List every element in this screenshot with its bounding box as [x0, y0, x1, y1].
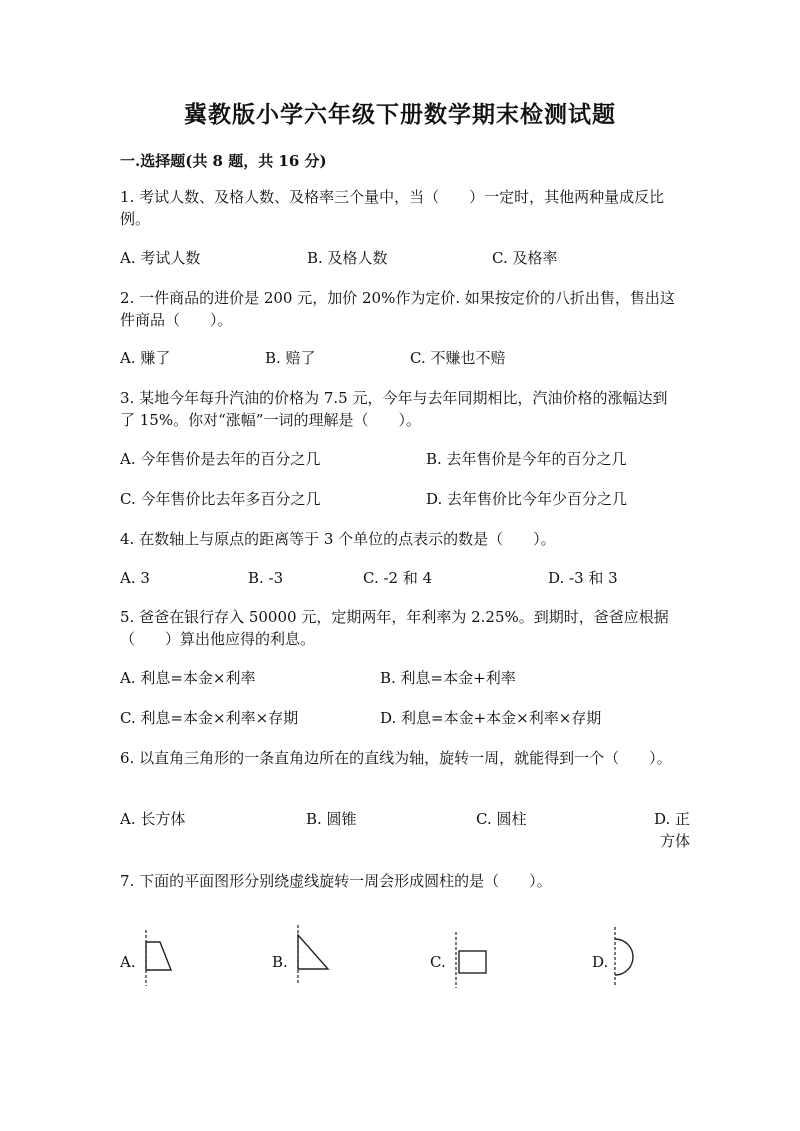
- question-4-stem: 4. 在数轴上与原点的距离等于 3 个单位的点表示的数是（ ）。: [120, 530, 556, 548]
- question-2-stem: 2. 一件商品的进价是 200 元，加价 20%作为定价. 如果按定价的八折出售，售出这件商品（ ）。: [120, 289, 675, 329]
- q1-option-a: A. 考试人数: [120, 249, 201, 267]
- q3-option-c: C. 今年售价比去年多百分之几: [120, 490, 321, 508]
- q4-option-a: A. 3: [120, 569, 150, 587]
- figure-b-triangle: [290, 923, 336, 987]
- question-6-stem: 6. 以直角三角形的一条直角边所在的直线为轴，旋转一周，就能得到一个（ ）。: [120, 749, 672, 767]
- question-5-stem: 5. 爸爸在银行存入 50000 元，定期两年，年利率为 2.25%。到期时，爸爸应根据（ ）算出他应得的利息。: [120, 608, 669, 648]
- q4-option-b: B. -3: [248, 569, 284, 587]
- q5-option-a: A. 利息=本金×利率: [120, 669, 256, 687]
- q3-option-a: A. 今年售价是去年的百分之几: [120, 450, 321, 468]
- q2-option-b: B. 赔了: [265, 349, 316, 367]
- question-3-stem: 3. 某地今年每升汽油的价格为 7.5 元，今年与去年同期相比，汽油价格的涨幅达到了 15%。你对“涨幅”一词的理解是（ ）。: [120, 389, 668, 429]
- q3-option-b: B. 去年售价是今年的百分之几: [426, 450, 627, 468]
- q4-option-c: C. -2 和 4: [363, 569, 433, 587]
- q6-option-a: A. 长方体: [120, 810, 186, 828]
- q6-option-d: [120, 808, 690, 852]
- q5-option-b: B. 利息=本金+利率: [380, 669, 516, 687]
- figure-a-trapezoid: [138, 928, 182, 988]
- q6-option-b: B. 圆锥: [306, 810, 357, 828]
- q1-option-c: C. 及格率: [492, 249, 558, 267]
- figure-d-label: D.: [592, 953, 609, 971]
- q6-option-d-text: D. 正方体: [653, 810, 690, 850]
- q2-option-a: A. 赚了: [120, 349, 171, 367]
- q5-option-d: D. 利息=本金+本金×利率×存期: [380, 709, 602, 727]
- q3-option-d: D. 去年售价比今年少百分之几: [426, 490, 628, 508]
- figure-a-label: A.: [120, 953, 136, 971]
- question-7-stem: 7. 下面的平面图形分别绕虚线旋转一周会形成圆柱的是（ ）。: [120, 872, 552, 890]
- q6-option-c: C. 圆柱: [476, 810, 527, 828]
- figure-c-rectangle: [448, 930, 492, 990]
- q4-option-d: D. -3 和 3: [548, 569, 618, 587]
- section-heading: 一.选择题(共 8 题，共 16 分): [120, 152, 327, 170]
- q2-option-c: C. 不赚也不赔: [410, 349, 506, 367]
- question-1-stem: 1. 考试人数、及格人数、及格率三个量中，当（ ）一定时，其他两种量成反比例。: [120, 188, 665, 228]
- figure-d-semicircle: [607, 925, 643, 989]
- figure-c-label: C.: [430, 953, 446, 971]
- q1-option-b: B. 及格人数: [307, 249, 388, 267]
- figure-b-label: B.: [272, 953, 288, 971]
- page-title: 冀教版小学六年级下册数学期末检测试题: [184, 101, 616, 128]
- q5-option-c: C. 利息=本金×利率×存期: [120, 709, 299, 727]
